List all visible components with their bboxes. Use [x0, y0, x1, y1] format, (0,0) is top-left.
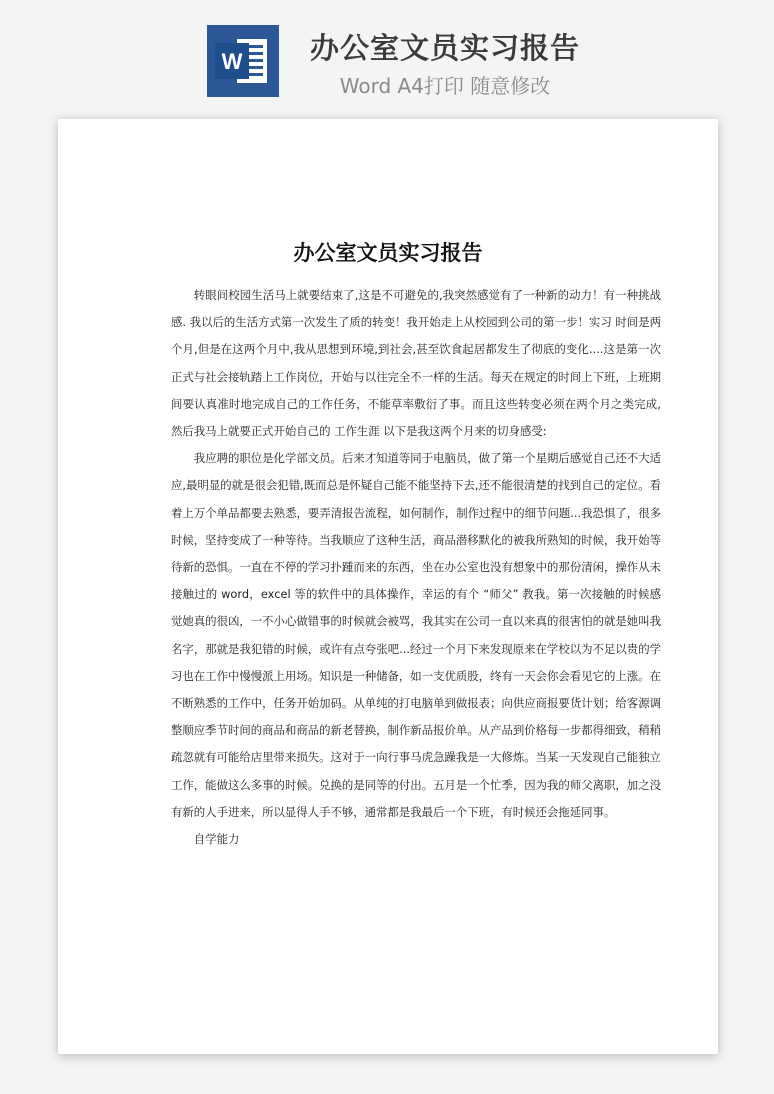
- document-page: [58, 119, 718, 1054]
- header-title: 办公室文员实习报告: [309, 31, 580, 65]
- document-title: 办公室文员实习报告: [293, 241, 483, 265]
- paragraph-1: 转眼间校园生活马上就要结束了,这是不可避免的,我突然感觉有了一种新的动力！有一种挑战感. 我以后的生活方式第一次发生了质的转变！我开始走上从校园到公司的第一步！实习 时间是两个月,但是在这两个月中,我从思想到环境,到社会,甚至饮食起居都发生了彻底的变化....这是第一次正式与社会接轨踏上工作岗位，开始与以往完全不一样的生活。每天在规定的时间上下班，上班期间要认真准时地完成自己的工作任务，不能草率敷衍了事。而且这些转变必须在两个月之类完成,然后我马上就要正式开始自己的 工作生涯 以下是我这两个月来的切身感受:: [171, 288, 661, 439]
- paragraph-3: 自学能力: [193, 832, 240, 847]
- page-header: [0, 0, 774, 110]
- word-icon-letter: W: [221, 49, 243, 74]
- word-document-icon: [207, 25, 279, 97]
- header-subtitle: Word A4打印 随意修改: [339, 74, 551, 98]
- document-body: [171, 282, 661, 853]
- paragraph-2: 我应聘的职位是化学部文员。后来才知道等同于电脑员，做了第一个星期后感觉自己还不大适应,最明显的就是很会犯错,既而总是怀疑自己能不能坚持下去,还不能很清楚的找到自己的定位。看着上万个单品都要去熟悉，要弄清报告流程，如何制作，制作过程中的细节问题...我恐惧了，很多时候，坚持变成了一种等待。当我顺应了这种生活，商品潜移默化的被我所熟知的时候，我开始等待新的恐惧。一直在不停的学习扑踵而来的东西，坐在办公室也没有想象中的那份清闲，操作从未接触过的 word，excel 等的软件中的具体操作，幸运的有个 “师父” 教我。第一次接触的时候感觉她真的很凶，一不小心做错事的时候就会被骂，我其实在公司一直以来真的很害怕的就是她叫我名字，那就是我犯错的时候，或许有点夸张吧...经过一个月下来发现原来在学校以为不足以贵的学习也在工作中慢慢派上用场。知识是一种储备，如一支优质股，终有一天会你会看见它的上涨。在不断熟悉的工作中，任务开始加码。从单纯的打电脑单到做报表；向供应商报要货计划；给客源调整顺应季节时间的商品和商品的新老替换，制作新品报价单。从产品到价格每一步都得细致，稍稍疏忽就有可能给店里带来损失。这对于一向行事马虎急躁我是一大修炼。当某一天发现自己能独立工作，能做这么多事的时候。兑换的是同等的付出。五月是一个忙季，因为我的师父离职，加之没有新的人手进来，所以显得人手不够，通常都是我最后一个下班，有时候还会拖延同事。: [171, 451, 661, 819]
